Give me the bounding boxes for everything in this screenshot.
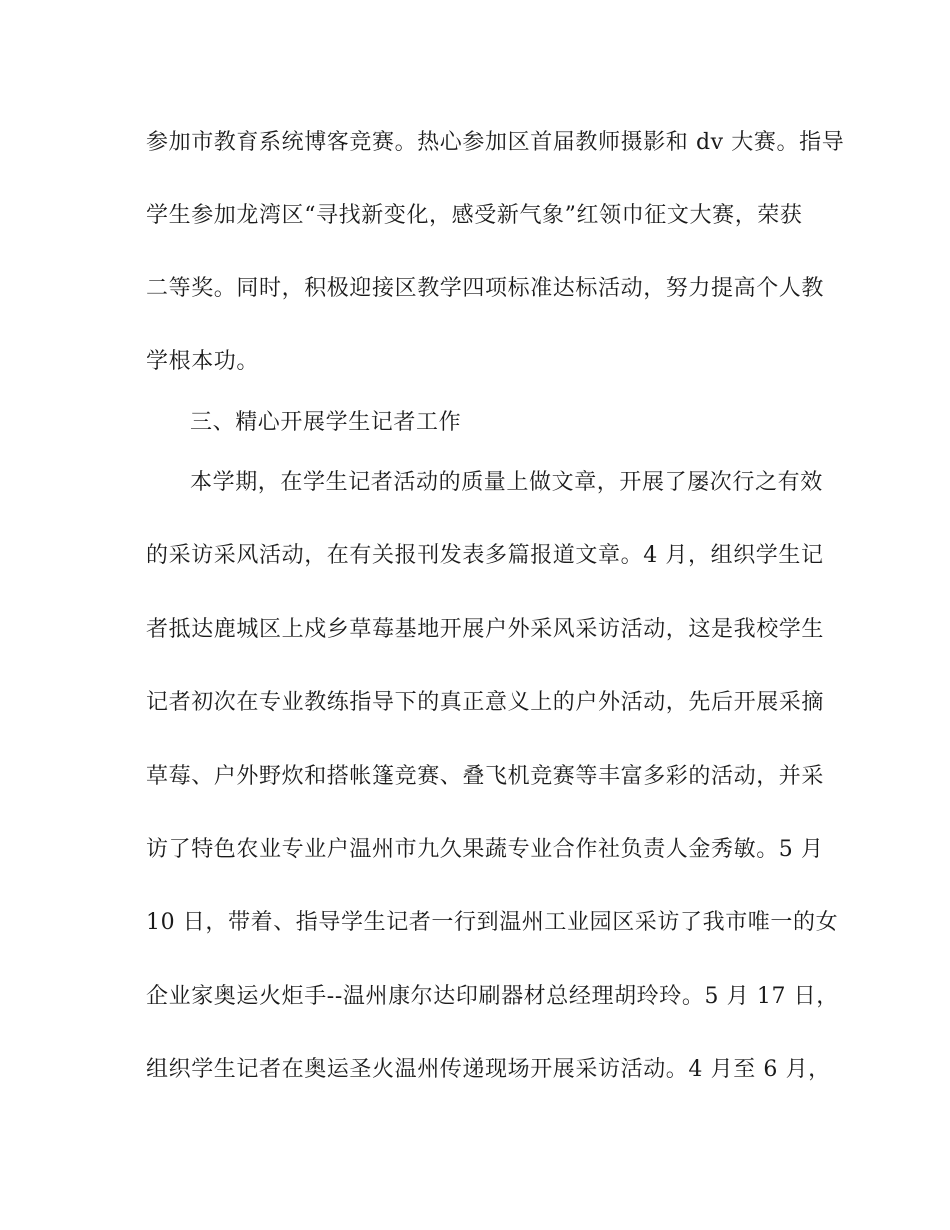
paragraph-line: 企业家奥运火炬手--温州康尔达印刷器材总经理胡玲玲。5 月 17 日， [146, 984, 839, 1009]
paragraph-line: 本学期，在学生记者活动的质量上做文章，开展了屡次行之有效 [190, 470, 823, 495]
paragraph-line: 10 日，带着、指导学生记者一行到温州工业园区采访了我市唯一的女 [146, 910, 839, 935]
paragraph-line: 二等奖。同时，积极迎接区教学四项标准达标活动，努力提高个人教 [146, 276, 825, 301]
paragraph-line: 学生参加龙湾区“寻找新变化，感受新气象”红领巾征文大赛，荣获 [146, 203, 803, 228]
paragraph-line: 的采访采风活动，在有关报刊发表多篇报道文章。4 月，组织学生记 [146, 543, 824, 568]
section-heading: 三、精心开展学生记者工作 [190, 410, 462, 435]
paragraph-line: 学根本功。 [146, 349, 260, 374]
paragraph-line: 记者初次在专业教练指导下的真正意义上的户外活动，先后开展采摘 [146, 690, 825, 715]
paragraph-line: 草莓、户外野炊和搭帐篷竞赛、叠飞机竞赛等丰富多彩的活动，并采 [146, 764, 825, 789]
paragraph-line: 组织学生记者在奥运圣火温州传递现场开展采访活动。4 月至 6 月， [146, 1057, 831, 1082]
paragraph-line: 参加市教育系统博客竞赛。热心参加区首届教师摄影和 dv 大赛。指导 [146, 130, 845, 155]
paragraph-line: 者抵达鹿城区上戍乡草莓基地开展户外采风采访活动，这是我校学生 [146, 617, 825, 642]
paragraph-line: 访了特色农业专业户温州市九久果蔬专业合作社负责人金秀敏。5 月 [146, 837, 824, 862]
